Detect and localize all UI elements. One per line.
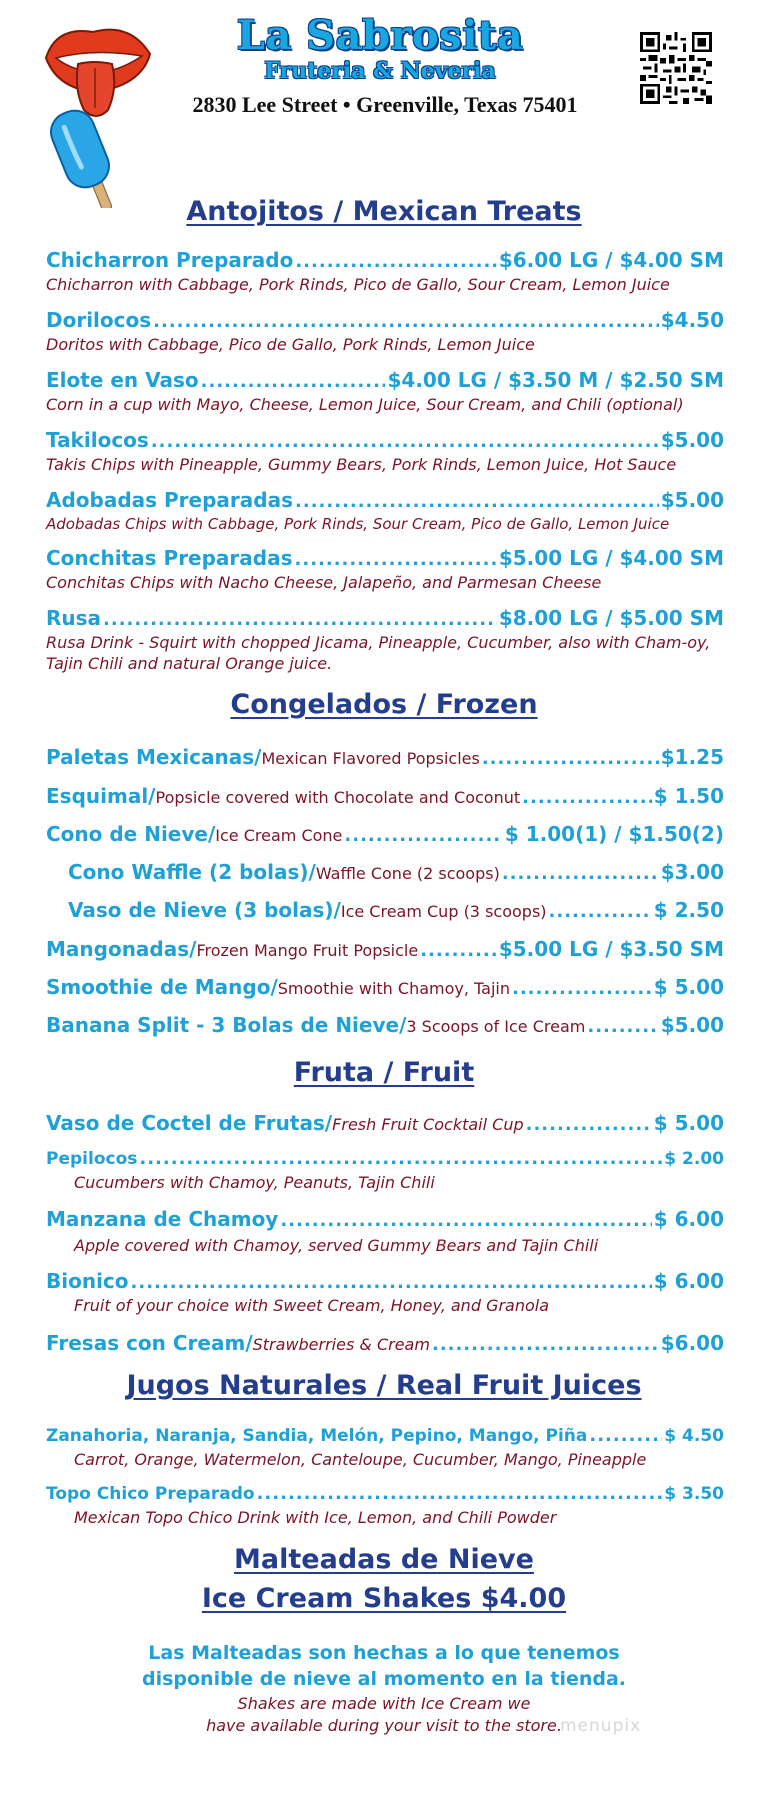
item-price: $ 1.00(1) / $1.50(2) [504,822,724,846]
item-name: Rusa [46,606,102,630]
qr-code-icon[interactable] [640,32,712,104]
leader-dots [295,549,497,570]
leader-dots [344,825,502,846]
item-description: Strawberries & Cream [252,1335,430,1354]
lips-tongue-popsicle-icon [38,18,158,208]
item-price: $1.25 [660,745,724,769]
item-name: Chicharron Preparado [46,248,294,272]
item-price: $5.00 [660,488,724,512]
shakes-title-english: Ice Cream Shakes $4.00 [201,1583,567,1614]
item-description: Apple covered with Chamoy, served Gummy Bears and Tajin Chili [74,1236,599,1255]
item-name: Banana Split - 3 Bolas de Nieve/ [46,1013,407,1037]
leader-dots [153,311,659,332]
item-description: Corn in a cup with Mayo, Cheese, Lemon Juice, Sour Cream, and Chili (optional) [46,395,684,414]
item-description: Doritos with Cabbage, Pico de Gallo, Pork Rinds, Lemon Juice [46,335,535,354]
item-price: $ 2.00 [664,1149,724,1169]
shakes-note-spanish-line2: disponible de nieve al momento en la tienda. [141,1668,627,1690]
item-description: Ice Cream Cone [215,826,343,845]
leader-dots [432,1334,659,1355]
item-name: Cono Waffle (2 bolas)/ [68,860,316,884]
watermark-text: menupix [560,1716,642,1736]
item-description: Cucumbers with Chamoy, Peanuts, Tajin Chili [74,1173,435,1192]
item-price: $4.50 [660,308,724,332]
item-name: Paletas Mexicanas/ [46,745,262,769]
menu-item-banana-split [46,1013,724,1043]
leader-dots [295,491,659,512]
section-title-jugos: Jugos Naturales / Real Fruit Juices [126,1370,642,1401]
item-price: $ 3.50 [664,1484,724,1504]
menu-item-cono-waffle [68,860,724,890]
item-name: Pepilocos [46,1149,138,1169]
item-price: $5.00 [660,1013,724,1037]
menu-header [0,0,768,200]
item-description: Ice Cream Cup (3 scoops) [340,902,547,921]
section-title-antojitos: Antojitos / Mexican Treats [186,196,582,227]
section-title-congelados: Congelados / Frozen [230,689,538,720]
item-description: Mexican Topo Chico Drink with Ice, Lemon, and Chili Powder [74,1508,557,1527]
item-description: 3 Scoops of Ice Cream [406,1017,586,1036]
item-price: $6.00 LG / $4.00 SM [498,248,724,272]
leader-dots [295,251,497,272]
leader-dots [151,431,659,452]
item-description: Rusa Drink - Squirt with chopped Jicama, Pineapple, Cucumber, also with Cham-oy, Tajin Chili and natural Orange juice. [46,633,711,673]
item-name: Esquimal/ [46,784,156,808]
item-price: $5.00 LG / $4.00 SM [498,546,724,570]
leader-dots [512,978,652,999]
menu-item-esquimal [46,784,724,814]
item-description: Mexican Flavored Popsicles [261,749,480,768]
menu-item-paletas-mexicanas [46,745,724,775]
item-name: Elote en Vaso [46,368,199,392]
brand-subtitle: Fruteria & Neveria [264,58,496,84]
leader-dots [526,1114,652,1135]
item-price: $ 5.00 [653,1111,724,1135]
item-name: Topo Chico Preparado [46,1484,255,1504]
leader-dots [549,901,652,922]
menu-item-mangonadas [46,937,724,967]
leader-dots [280,1210,651,1231]
item-name: Vaso de Nieve (3 bolas)/ [68,898,341,922]
item-price: $3.00 [660,860,724,884]
item-price: $5.00 LG / $3.50 SM [498,937,724,961]
leader-dots [103,609,497,630]
item-description: Fruit of your choice with Sweet Cream, Honey, and Granola [74,1296,550,1315]
leader-dots [420,940,497,961]
item-name: Smoothie de Mango/ [46,975,278,999]
leader-dots [589,1425,662,1446]
item-price: $ 6.00 [653,1269,724,1293]
item-name: Bionico [46,1269,129,1293]
shakes-note-english-line2: have available during your visit to the store. [206,1716,562,1735]
menu-item-cono-de-nieve [46,822,724,852]
item-description: Fresh Fruit Cocktail Cup [332,1115,524,1134]
item-name: Conchitas Preparadas [46,546,293,570]
leader-dots [587,1016,658,1037]
item-description: Conchitas Chips with Nacho Cheese, Jalapeño, and Parmesan Cheese [46,573,602,592]
item-name: Cono de Nieve/ [46,822,216,846]
item-price: $ 1.50 [653,784,724,808]
leader-dots [482,748,659,769]
shakes-note-english-line1: Shakes are made with Ice Cream we [237,1694,531,1713]
item-price: $ 6.00 [653,1207,724,1231]
menu-item-vaso-de-nieve [68,898,724,928]
item-name: Adobadas Preparadas [46,488,294,512]
shakes-title-spanish: Malteadas de Nieve [234,1544,534,1575]
brand-title: La Sabrosita [236,12,524,59]
leader-dots [502,863,659,884]
item-price: $ 2.50 [653,898,724,922]
leader-dots [522,787,652,808]
item-name: Takilocos [46,428,149,452]
item-name: Zanahoria, Naranja, Sandia, Melón, Pepino, Mango, Piña [46,1426,588,1446]
item-name: Manzana de Chamoy [46,1207,279,1231]
leader-dots [201,371,386,392]
store-address: 2830 Lee Street • Greenville, Texas 75401 [192,92,578,117]
item-description: Takis Chips with Pineapple, Gummy Bears, Pork Rinds, Lemon Juice, Hot Sauce [46,455,677,474]
menu-item-vaso-de-coctel [46,1111,724,1141]
item-price: $5.00 [660,428,724,452]
item-price: $ 5.00 [653,975,724,999]
item-price: $ 4.50 [664,1426,724,1446]
item-name: Fresas con Cream/ [46,1331,253,1355]
item-description: Smoothie with Chamoy, Tajin [277,979,510,998]
item-price: $4.00 LG / $3.50 M / $2.50 SM [387,368,724,392]
item-description: Adobadas Chips with Cabbage, Pork Rinds, Sour Cream, Pico de Gallo, Lemon Juice [46,515,670,533]
section-title-fruta: Fruta / Fruit [293,1057,475,1088]
item-name: Mangonadas/ [46,937,197,961]
item-price: $8.00 LG / $5.00 SM [498,606,724,630]
item-name: Vaso de Coctel de Frutas/ [46,1111,333,1135]
item-description: Chicharron with Cabbage, Pork Rinds, Pico de Gallo, Sour Cream, Lemon Juice [46,275,670,294]
item-description: Frozen Mango Fruit Popsicle [196,941,419,960]
item-description: Popsicle covered with Chocolate and Coconut [155,788,521,807]
menu-item-fresas-con-cream [46,1331,724,1361]
item-description: Waffle Cone (2 scoops) [315,864,500,883]
leader-dots [257,1483,663,1504]
leader-dots [139,1148,662,1169]
item-name: Dorilocos [46,308,152,332]
item-price: $6.00 [660,1331,724,1355]
menu-item-manzana-de-chamoy [46,1207,724,1237]
menu-item-smoothie-de-mango [46,975,724,1005]
shakes-note-spanish-line1: Las Malteadas son hechas a lo que tenemos [148,1642,620,1664]
leader-dots [131,1272,652,1293]
item-description: Carrot, Orange, Watermelon, Canteloupe, Cucumber, Mango, Pineapple [74,1450,647,1469]
